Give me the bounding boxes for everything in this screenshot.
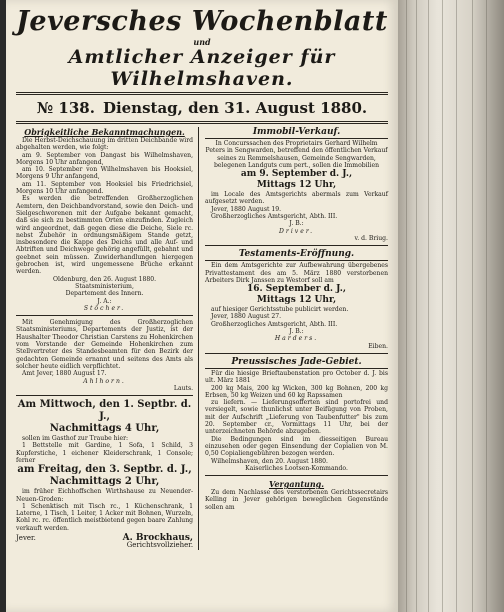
- masthead-und: und: [193, 37, 211, 47]
- auction-footer: [16, 535, 193, 550]
- notice-text: 1 Bettstelle mit Gardine, 1 Sofa, 1 Schild, 3 Kupferstiche, 1 eichener Kleiderschrank, 1 Console; ferner: [16, 442, 194, 464]
- notice-office: Staatsministerium,: [75, 282, 134, 290]
- masthead-subtitle: Amtlicher Anzeiger für Wilhelmshaven.: [68, 46, 336, 90]
- issue-line: [16, 97, 388, 119]
- notice-mark: Lauts.: [173, 384, 194, 392]
- section-head-immobil: Immobil-Verkauf.: [205, 127, 388, 139]
- notice-date: Amt Jever, 1880 August 17.: [22, 370, 107, 378]
- notice-mark: Eiben.: [368, 342, 388, 350]
- notice-text: Die Herbst-Deichschauung im dritten Deichbande wird abgehalten werden, wie folgt:: [16, 137, 194, 152]
- notice-text: im Locale des Amtsgerichts abermals zum Verkauf aufgesetzt werden.: [205, 191, 388, 206]
- auction-time: Nachmittags 2 Uhr,: [49, 476, 160, 488]
- right-column: [205, 127, 388, 550]
- masthead-title: Jeversches Wochenblatt: [16, 6, 388, 37]
- notice-text: Ein dem Amtsgerichte zur Aufbewahrung übergebenes Privattestament des am 5. März 1880 verstorbenen Arbeiters Dirk Janssen zu Westorf soll am: [205, 262, 388, 284]
- auction-date: Am Mittwoch, den 1. Septbr. d. J.,: [17, 399, 192, 423]
- columns: [16, 127, 388, 550]
- divider: [16, 315, 193, 316]
- notice-text: sollen im Gasthof zur Traube hier:: [22, 435, 129, 443]
- section-head-obrigkeitliche: Obrigkeitliche Bekanntmachungen.: [24, 127, 185, 137]
- notice-text: In Concurssachen des Proprietairs Gerhard Wilhelm Peters in Sengwarden, betreffend den öffentlichen Verkauf seines zu Remmelshausen, Gemeinde Sengwarden, belegenen Landguts cum pert., sollen die Immobilien: [205, 140, 388, 169]
- notice-text: Die Bedingungen sind im diesseitigen Bureau einzusehen oder gegen Einsendung der Copialien von M. 0,50 Copialiengebühren bezogen werden.: [205, 435, 388, 458]
- section-head-jade-gebiet: Preussisches Jade-Gebiet.: [205, 357, 388, 369]
- masthead: [16, 6, 388, 90]
- auction-time: Nachmittags 4 Uhr,: [49, 423, 160, 435]
- divider: [16, 395, 193, 396]
- notice-signature: Ahlhorn.: [83, 377, 126, 385]
- notice-office: Großherzogliches Amtsgericht, Abth. III.: [211, 213, 338, 221]
- section-head-vergantung: Vergantung.: [268, 479, 325, 490]
- notice-mark: v. d. Briug.: [354, 234, 388, 242]
- auction-place: Jever.: [16, 534, 36, 543]
- divider: [205, 475, 388, 476]
- notice-text: 1 Schenktisch mit Tisch rc., 1 Küchenschrank, 1 Laterne, 1 Tisch, 1 Leiter, 1 Acker mit Bohnen, Wurzeln, Kohl rc. rc. öffentlich meistbietend gegen baare Zahlung verkauft werden.: [16, 502, 194, 532]
- notice-signature: Stöcher.: [83, 304, 126, 312]
- issue-rule: [16, 121, 388, 124]
- notice-text: auf hiesiger Gerichtsstube publicirt werden.: [211, 306, 349, 314]
- publication-date: 16. September d. J.,: [247, 284, 347, 295]
- divider: [205, 245, 388, 246]
- notice-date: Wilhelmshaven, den 20. August 1880.: [211, 457, 328, 465]
- publication-time: Mittags 12 Uhr,: [256, 295, 337, 306]
- issue-date: Dienstag, den 31. August 1880.: [102, 99, 368, 117]
- auction-name: A. Brockhaus,: [122, 533, 194, 544]
- sale-date: am 9. September d. J.,: [240, 169, 353, 180]
- notice-text: Mit Genehmigung des Großherzoglichen Staatsministeriums, Departements der Justiz, ist der Haushalter Theodor Christian Carstens zu Hohenkirchen vom Vorstande der Gemeinde Hohenkirchen zum Stellvertreter des Standesbeamten für den Bezirk der gedachten Gemeinde ernannt und seitens des Amts als solcher heute eidlich verpflichtet.: [16, 319, 194, 370]
- notice-initials: J. B.:: [289, 328, 304, 336]
- sale-time: Mittags 12 Uhr,: [256, 180, 337, 191]
- masthead-rule: [16, 92, 388, 95]
- newspaper-page: [6, 0, 398, 612]
- notice-text: Zu dem Nachlasse des verstorbenen Gerichtssecretairs Kelling in Jever gehörigen beweglichen Gegenstände sollen am: [205, 489, 388, 511]
- notice-date: Jever, 1880 August 27.: [211, 313, 282, 321]
- divider: [205, 353, 388, 354]
- notice-initials: J. A.:: [97, 297, 112, 305]
- notice-text: 200 kg Mais, 200 kg Wicken, 300 kg Bohnen, 200 kg Erbsen, 50 kg Weizen und 60 kg Rapssamen: [205, 384, 388, 399]
- notice-text: am 9. September von Dangast bis Wilhelmshaven, Morgens 10 Uhr anfangend,: [16, 151, 194, 166]
- auction-date: am Freitag, den 3. Septbr. d. J.,: [17, 464, 192, 476]
- book-spine-pages: [394, 0, 504, 612]
- notice-text: zu liefern. — Lieferungsofferten sind portofrei und versiegelt, sowie thunlichst unter Beifügung von Proben, mit der Aufschrift „Lieferung von Taubenfutter" bis zum 20. September cr., Vormittags 11 Uhr, bei der unterzeichneten Behörde abzugeben.: [205, 399, 388, 436]
- notice-text: am 11. September von Hooksiel bis Friedrichsiel, Morgens 10 Uhr anfangend.: [16, 180, 194, 196]
- notice-text: Für die hiesige Brieftaubenstation pro October d. J. bis ult. März 1881: [205, 369, 388, 385]
- section-head-testament: Testaments-Eröffnung.: [205, 249, 388, 261]
- notice-text: Es werden die betreffenden Großherzoglichen Aemtern, den Deichbandvorstand, sowie den Deich- und Sielgeschworenen mit der Aufgabe bekannt gemacht, daß sie sich zu bestimmten Orten einzufinden. Zugleich wird angeordnet, daß gegen diese die Deiche, Siele rc. nebst Zubehör in ordnungsmäßigem Stande getzt, insbesondere die Kappe des Deichs und alle Auf- und Abtriften und Deichwege gehörig angefüllt, gebahnt und geebnet sein müssen. Zuwiderhandlungen hiergegen gebrochen ist, wird ungemessene Brüche erkannt werden.: [16, 195, 194, 276]
- notice-office: Kaiserliches Lootsen-Kommando.: [245, 464, 348, 472]
- notice-office: Großherzogliches Amtsgericht, Abth. III.: [211, 320, 338, 328]
- notice-office: Departement des Innern.: [65, 290, 144, 298]
- notice-signature: Harders.: [274, 335, 319, 343]
- notice-date: Oldenburg, den 26. August 1880.: [53, 275, 157, 283]
- issue-number: № 138.: [36, 99, 95, 117]
- notice-signature: Driver.: [279, 227, 315, 235]
- left-column: [16, 127, 199, 550]
- auction-role: Gerichtsvollzieher.: [126, 541, 194, 550]
- notice-date: Jever, 1880 August 19.: [211, 205, 282, 213]
- notice-text: am 10. September von Wilhelmshaven bis Hooksiel, Morgens 9 Uhr anfangend,: [16, 166, 194, 181]
- notice-text: im früher Eichhoffschen Wirthshause zu Neuender-Neuen-Groden:: [16, 488, 194, 503]
- notice-initials: J. B.:: [289, 220, 304, 228]
